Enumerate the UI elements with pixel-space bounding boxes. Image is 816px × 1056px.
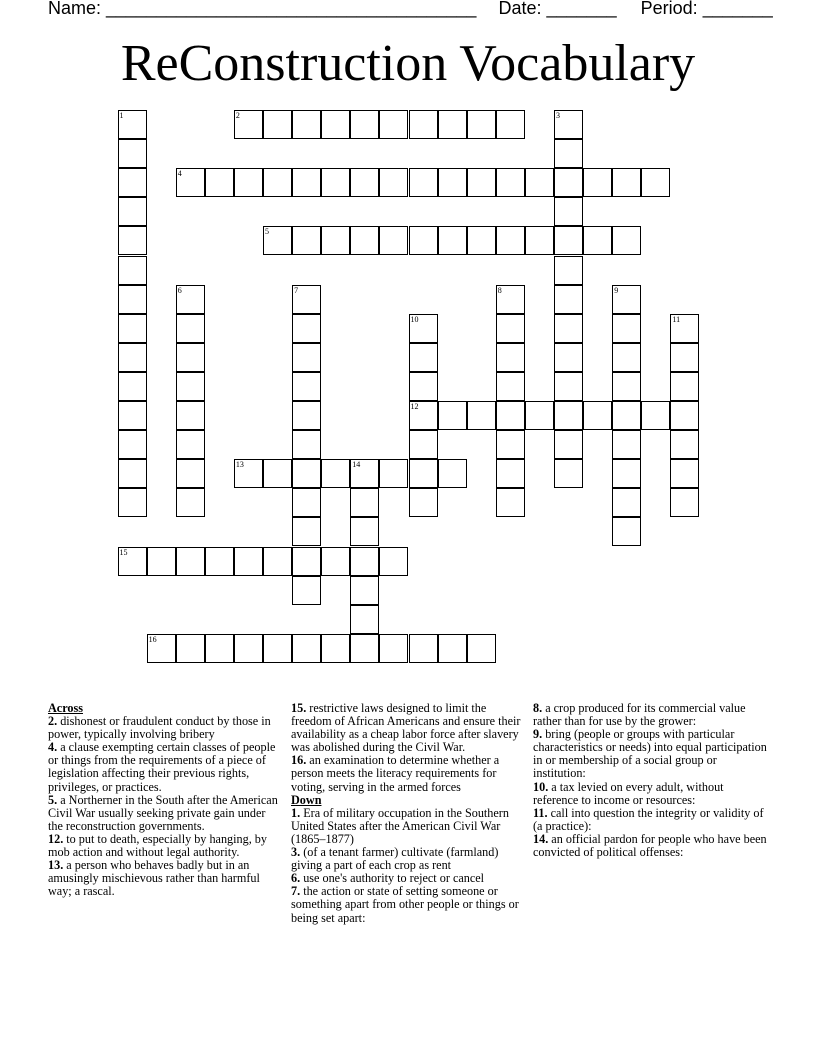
clue-number: 4 bbox=[177, 169, 182, 179]
crossword-cell[interactable] bbox=[176, 168, 205, 197]
crossword-cell[interactable] bbox=[409, 168, 438, 197]
clue-down-11: 11. call into question the integrity or validity of (a practice): bbox=[533, 805, 764, 833]
crossword-cell[interactable] bbox=[409, 488, 438, 517]
crossword-cell[interactable] bbox=[379, 634, 408, 663]
crossword-cell[interactable] bbox=[292, 372, 321, 401]
crossword-cell[interactable] bbox=[263, 547, 292, 576]
crossword-cell[interactable] bbox=[350, 634, 379, 663]
crossword-cell[interactable] bbox=[409, 110, 438, 139]
crossword-cell[interactable] bbox=[176, 343, 205, 372]
clue-number: 1 bbox=[119, 111, 124, 120]
date-label: Date: bbox=[498, 0, 542, 18]
crossword-cell[interactable] bbox=[321, 459, 350, 488]
crossword-cell[interactable] bbox=[612, 517, 641, 546]
crossword-cell[interactable] bbox=[292, 343, 321, 372]
crossword-cell[interactable] bbox=[409, 372, 438, 401]
crossword-cell[interactable] bbox=[292, 517, 321, 546]
crossword-cell[interactable] bbox=[670, 372, 699, 401]
crossword-cell[interactable] bbox=[554, 256, 583, 285]
clue-number: 7 bbox=[294, 285, 299, 295]
clue-down-1: 1. Era of military occupation in the Southern United States after the American Civil War (1865–1877) bbox=[291, 805, 509, 846]
crossword-cell[interactable] bbox=[554, 343, 583, 372]
clue-number: 10 bbox=[410, 314, 419, 324]
crossword-cell[interactable] bbox=[350, 488, 379, 517]
crossword-cell[interactable] bbox=[292, 459, 321, 488]
crossword-cell[interactable] bbox=[409, 343, 438, 372]
crossword-cell[interactable] bbox=[321, 226, 350, 255]
crossword-cell[interactable] bbox=[263, 226, 292, 255]
crossword-cell[interactable] bbox=[554, 110, 583, 139]
crossword-cell[interactable] bbox=[409, 430, 438, 459]
clue-across-13: 13. a person who behaves badly but in an amusingly mischievous rather than harmful way; a rascal. bbox=[48, 858, 260, 899]
crossword-cell[interactable] bbox=[525, 168, 554, 197]
crossword-cell[interactable] bbox=[350, 547, 379, 576]
crossword-cell[interactable] bbox=[496, 430, 525, 459]
clue-number: 2 bbox=[235, 111, 240, 120]
crossword-cell[interactable] bbox=[205, 168, 234, 197]
clue-number: 15 bbox=[119, 547, 128, 557]
crossword-cell[interactable] bbox=[292, 285, 321, 314]
crossword-cell[interactable] bbox=[409, 226, 438, 255]
crossword-cell[interactable] bbox=[118, 139, 147, 168]
name-label: Name: bbox=[48, 0, 102, 18]
crossword-cell[interactable] bbox=[467, 110, 496, 139]
clues-column-1 bbox=[48, 702, 283, 898]
crossword-cell[interactable] bbox=[670, 314, 699, 343]
crossword-cell[interactable] bbox=[350, 226, 379, 255]
crossword-cell[interactable] bbox=[176, 634, 205, 663]
crossword-cell[interactable] bbox=[438, 634, 467, 663]
crossword-cell[interactable] bbox=[292, 547, 321, 576]
crossword-cell[interactable] bbox=[118, 226, 147, 255]
crossword-cell[interactable] bbox=[234, 168, 263, 197]
crossword-cell[interactable] bbox=[118, 372, 147, 401]
crossword-cell[interactable] bbox=[612, 226, 641, 255]
crossword-cell[interactable] bbox=[554, 226, 583, 255]
crossword-cell[interactable] bbox=[670, 459, 699, 488]
period-line[interactable]: _______ bbox=[702, 0, 773, 18]
crossword-cell[interactable] bbox=[292, 110, 321, 139]
crossword-cell[interactable] bbox=[554, 459, 583, 488]
crossword-cell[interactable] bbox=[379, 168, 408, 197]
crossword-cell[interactable] bbox=[612, 314, 641, 343]
crossword-cell[interactable] bbox=[583, 401, 612, 430]
crossword-cell[interactable] bbox=[379, 459, 408, 488]
crossword-cell[interactable] bbox=[292, 314, 321, 343]
crossword-cell[interactable] bbox=[176, 547, 205, 576]
crossword-cell[interactable] bbox=[525, 401, 554, 430]
crossword-cell[interactable] bbox=[641, 168, 670, 197]
crossword-cell[interactable] bbox=[263, 459, 292, 488]
crossword-cell[interactable] bbox=[176, 401, 205, 430]
page-title: ReConstruction Vocabulary bbox=[120, 35, 696, 92]
clue-number: 13 bbox=[235, 460, 244, 470]
crossword-cell[interactable] bbox=[379, 547, 408, 576]
name-line[interactable]: _____________________________________ bbox=[106, 0, 477, 18]
crossword-cell[interactable] bbox=[554, 168, 583, 197]
crossword-cell[interactable] bbox=[583, 226, 612, 255]
crossword-cell[interactable] bbox=[612, 372, 641, 401]
crossword-cell[interactable] bbox=[641, 401, 670, 430]
crossword-cell[interactable] bbox=[292, 430, 321, 459]
crossword-cell[interactable] bbox=[467, 226, 496, 255]
clue-across-5: 5. a Northerner in the South after the American Civil War usually seeking private gain under the reconstruction governments. bbox=[48, 792, 278, 833]
crossword-cell[interactable] bbox=[438, 401, 467, 430]
crossword-cell[interactable] bbox=[118, 401, 147, 430]
crossword-cell[interactable] bbox=[234, 547, 263, 576]
crossword-cell[interactable] bbox=[292, 401, 321, 430]
clue-down-9: 9. bring (people or groups with particular characteristics or needs) into equal participation in or membership of a social group or institution: bbox=[533, 727, 767, 781]
crossword-cell[interactable] bbox=[612, 459, 641, 488]
crossword-cell[interactable] bbox=[147, 547, 176, 576]
crossword-cell[interactable] bbox=[263, 168, 292, 197]
clue-down-8: 8. a crop produced for its commercial value rather than for use by the grower: bbox=[533, 701, 746, 729]
clue-number: 5 bbox=[265, 227, 269, 237]
crossword-cell[interactable] bbox=[496, 110, 525, 139]
crossword-cell[interactable] bbox=[467, 634, 496, 663]
crossword-cell[interactable] bbox=[438, 459, 467, 488]
crossword-cell[interactable] bbox=[118, 168, 147, 197]
crossword-cell[interactable] bbox=[118, 110, 147, 139]
crossword-cell[interactable] bbox=[205, 547, 234, 576]
crossword-cell[interactable] bbox=[118, 197, 147, 226]
crossword-cell[interactable] bbox=[409, 401, 438, 430]
crossword-cell[interactable] bbox=[496, 488, 525, 517]
clue-down-3: 3. (of a tenant farmer) cultivate (farmland) giving a part of each crop as rent bbox=[291, 845, 499, 873]
crossword-cell[interactable] bbox=[292, 226, 321, 255]
clue-number: 14 bbox=[352, 460, 361, 470]
crossword-cell[interactable] bbox=[176, 430, 205, 459]
crossword-cell[interactable] bbox=[176, 459, 205, 488]
crossword-cell[interactable] bbox=[350, 576, 379, 605]
crossword-cell[interactable] bbox=[612, 168, 641, 197]
crossword-cell[interactable] bbox=[350, 110, 379, 139]
crossword-cell[interactable] bbox=[438, 226, 467, 255]
crossword-cell[interactable] bbox=[205, 634, 234, 663]
crossword-cell[interactable] bbox=[292, 488, 321, 517]
crossword-cell[interactable] bbox=[525, 226, 554, 255]
crossword-cell[interactable] bbox=[670, 401, 699, 430]
crossword-cell[interactable] bbox=[496, 226, 525, 255]
crossword-cell[interactable] bbox=[379, 226, 408, 255]
crossword-cell[interactable] bbox=[263, 634, 292, 663]
clue-number: 16 bbox=[148, 634, 157, 644]
crossword-cell[interactable] bbox=[292, 168, 321, 197]
clues-column-2 bbox=[291, 702, 526, 925]
crossword-cell[interactable] bbox=[612, 285, 641, 314]
crossword-cell[interactable] bbox=[234, 459, 263, 488]
crossword-cell[interactable] bbox=[554, 285, 583, 314]
crossword-cell[interactable] bbox=[670, 488, 699, 517]
crossword-cell[interactable] bbox=[118, 256, 147, 285]
crossword-cell[interactable] bbox=[350, 605, 379, 634]
crossword-cell[interactable] bbox=[321, 634, 350, 663]
across-heading: Across bbox=[48, 701, 83, 715]
crossword-cell[interactable] bbox=[321, 547, 350, 576]
crossword-cell[interactable] bbox=[612, 401, 641, 430]
crossword-cell[interactable] bbox=[467, 401, 496, 430]
crossword-cell[interactable] bbox=[438, 168, 467, 197]
crossword-cell[interactable] bbox=[496, 168, 525, 197]
crossword-cell[interactable] bbox=[554, 139, 583, 168]
crossword-cell[interactable] bbox=[321, 110, 350, 139]
down-heading: Down bbox=[291, 792, 322, 807]
clue-number: 12 bbox=[410, 402, 419, 411]
crossword-cell[interactable] bbox=[350, 459, 379, 488]
period-label: Period: bbox=[640, 0, 698, 18]
crossword-cell[interactable] bbox=[292, 634, 321, 663]
crossword-cell[interactable] bbox=[670, 343, 699, 372]
crossword-cell[interactable] bbox=[118, 547, 147, 576]
crossword-cell[interactable] bbox=[321, 168, 350, 197]
crossword-cell[interactable] bbox=[670, 430, 699, 459]
crossword-cell[interactable] bbox=[409, 634, 438, 663]
crossword-cell[interactable] bbox=[554, 372, 583, 401]
crossword-cell[interactable] bbox=[496, 459, 525, 488]
date-line[interactable]: _______ bbox=[546, 0, 617, 18]
clue-number: 11 bbox=[672, 314, 681, 324]
clue-across-16: 16. an examination to determine whether a person meets the literacy requirements for voting, serving in the armed forces bbox=[291, 753, 500, 794]
crossword-cell[interactable] bbox=[118, 343, 147, 372]
crossword-cell[interactable] bbox=[467, 168, 496, 197]
crossword-cell[interactable] bbox=[263, 110, 292, 139]
crossword-cell[interactable] bbox=[554, 401, 583, 430]
clue-across-15: 15. restrictive laws designed to limit the freedom of African Americans and ensure their availability as a cheap labor force after slavery was abolished during the Civil War. bbox=[291, 701, 521, 755]
crossword-cell[interactable] bbox=[438, 110, 467, 139]
clue-down-10: 10. a tax levied on every adult, without reference to income or resources: bbox=[533, 779, 724, 807]
clue-number: 9 bbox=[614, 285, 619, 295]
crossword-cell[interactable] bbox=[176, 488, 205, 517]
crossword-cell[interactable] bbox=[118, 430, 147, 459]
crossword-cell[interactable] bbox=[409, 459, 438, 488]
clue-number: 8 bbox=[497, 285, 502, 295]
clue-number: 3 bbox=[556, 111, 560, 120]
clue-across-12: 12. to put to death, especially by hanging, by mob action and without legal authority. bbox=[48, 831, 267, 860]
clue-across-2: 2. dishonest or fraudulent conduct by those in power, typically involving bribery bbox=[48, 714, 271, 742]
crossword-cell[interactable] bbox=[350, 517, 379, 546]
clue-down-14: 14. an official pardon for people who have been convicted of political offenses: bbox=[533, 831, 767, 860]
crossword-cell[interactable] bbox=[612, 430, 641, 459]
clue-across-4: 4. a clause exempting certain classes of people or things from the requirements of a piece of legislation affecting their previous rights, privileges, or practices. bbox=[48, 740, 276, 794]
clue-number: 6 bbox=[177, 285, 182, 295]
crossword-cell[interactable] bbox=[496, 401, 525, 430]
crossword-cell[interactable] bbox=[379, 110, 408, 139]
crossword-cell[interactable] bbox=[176, 285, 205, 314]
crossword-cell[interactable] bbox=[118, 488, 147, 517]
crossword-cell[interactable] bbox=[176, 372, 205, 401]
crossword-cell[interactable] bbox=[147, 634, 176, 663]
crossword-cell[interactable] bbox=[496, 314, 525, 343]
crossword-cell[interactable] bbox=[612, 343, 641, 372]
crossword-cell[interactable] bbox=[496, 285, 525, 314]
crossword-cell[interactable] bbox=[612, 488, 641, 517]
clue-down-7: 7. the action or state of setting someone or something apart from other people or things or being set apart: bbox=[291, 884, 519, 925]
crossword-cell[interactable] bbox=[496, 343, 525, 372]
crossword-cell[interactable] bbox=[350, 168, 379, 197]
crossword-cell[interactable] bbox=[234, 110, 263, 139]
crossword-cell[interactable] bbox=[234, 634, 263, 663]
crossword-cell[interactable] bbox=[176, 314, 205, 343]
clues-column-3 bbox=[533, 702, 768, 859]
clue-down-6: 6. use one's authority to reject or cancel bbox=[291, 871, 485, 886]
crossword-cell[interactable] bbox=[583, 168, 612, 197]
crossword-cell[interactable] bbox=[292, 576, 321, 605]
crossword-cell[interactable] bbox=[554, 197, 583, 226]
crossword-cell[interactable] bbox=[409, 314, 438, 343]
crossword-cell[interactable] bbox=[496, 372, 525, 401]
crossword-cell[interactable] bbox=[554, 430, 583, 459]
crossword-cell[interactable] bbox=[118, 285, 147, 314]
crossword-cell[interactable] bbox=[118, 459, 147, 488]
crossword-cell[interactable] bbox=[118, 314, 147, 343]
crossword-cell[interactable] bbox=[554, 314, 583, 343]
